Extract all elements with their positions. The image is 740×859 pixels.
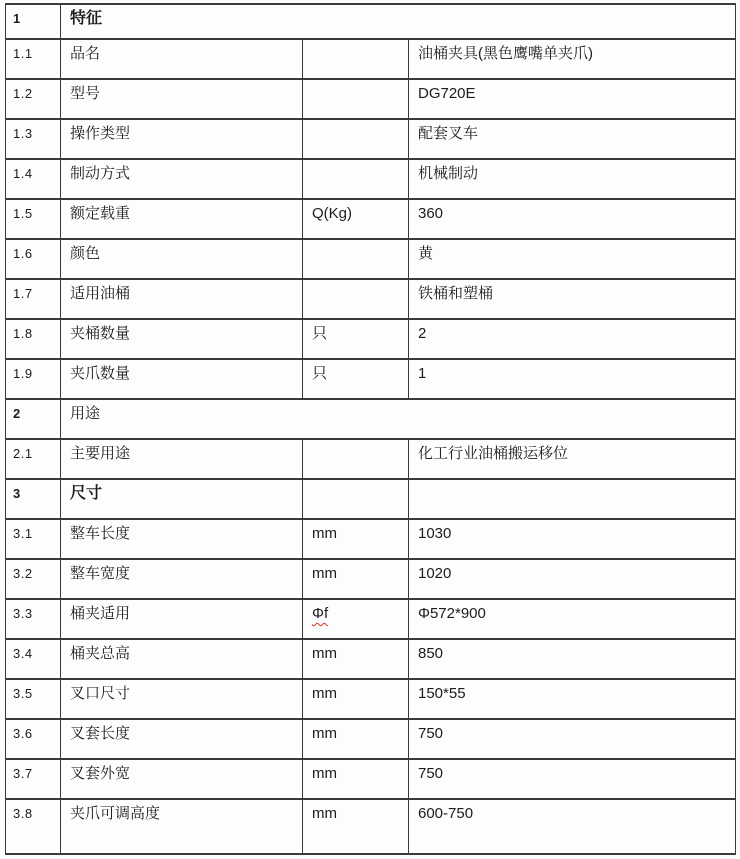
row-number: 2.1 xyxy=(6,439,61,479)
table-row xyxy=(6,599,736,639)
spec-value: 360 xyxy=(409,199,736,239)
spec-value: 750 xyxy=(409,719,736,759)
table-row xyxy=(6,559,736,599)
spec-value: 化工行业油桶搬运移位 xyxy=(409,439,736,479)
spec-unit xyxy=(303,159,409,199)
spec-unit: mm xyxy=(303,799,409,854)
table-row xyxy=(6,279,736,319)
row-number: 1 xyxy=(6,4,61,39)
table-row xyxy=(6,679,736,719)
table-row xyxy=(6,799,736,854)
spec-name: 夹爪可调高度 xyxy=(61,799,303,854)
spec-value: 150*55 xyxy=(409,679,736,719)
spec-table xyxy=(5,3,736,855)
row-number: 1.9 xyxy=(6,359,61,399)
table-row xyxy=(6,119,736,159)
row-number: 1.8 xyxy=(6,319,61,359)
row-number: 1.7 xyxy=(6,279,61,319)
spec-unit: 只 xyxy=(303,319,409,359)
row-number: 3.2 xyxy=(6,559,61,599)
spec-name: 整车长度 xyxy=(61,519,303,559)
spec-name: 颜色 xyxy=(61,239,303,279)
spec-value: Φ572*900 xyxy=(409,599,736,639)
table-row xyxy=(6,319,736,359)
spec-unit xyxy=(303,239,409,279)
spec-unit xyxy=(303,39,409,79)
section-title: 用途 xyxy=(61,399,736,439)
section-row xyxy=(6,399,736,439)
spec-name: 叉套长度 xyxy=(61,719,303,759)
table-row xyxy=(6,159,736,199)
row-number: 2 xyxy=(6,399,61,439)
table-row xyxy=(6,79,736,119)
spec-name: 主要用途 xyxy=(61,439,303,479)
spec-value: 1030 xyxy=(409,519,736,559)
spec-unit xyxy=(303,439,409,479)
spec-value: 铁桶和塑桶 xyxy=(409,279,736,319)
table-row xyxy=(6,39,736,79)
section-title: 尺寸 xyxy=(61,479,303,519)
spec-value: 2 xyxy=(409,319,736,359)
spec-value xyxy=(409,479,736,519)
table-row xyxy=(6,199,736,239)
spec-unit xyxy=(303,119,409,159)
row-number: 3.6 xyxy=(6,719,61,759)
spec-value: 1 xyxy=(409,359,736,399)
spec-unit: mm xyxy=(303,559,409,599)
section-row xyxy=(6,4,736,39)
spec-value: DG720E xyxy=(409,79,736,119)
spec-value: 600-750 xyxy=(409,799,736,854)
spellcheck-flagged-text: Φf xyxy=(312,605,329,622)
table-row xyxy=(6,639,736,679)
section-title: 特征 xyxy=(61,4,736,39)
spec-name: 桶夹总高 xyxy=(61,639,303,679)
row-number: 1.1 xyxy=(6,39,61,79)
spec-name: 叉套外宽 xyxy=(61,759,303,799)
spec-value: 油桶夹具(黑色鹰嘴单夹爪) xyxy=(409,39,736,79)
spec-unit: mm xyxy=(303,519,409,559)
spec-unit xyxy=(303,479,409,519)
spec-value: 黄 xyxy=(409,239,736,279)
table-row xyxy=(6,719,736,759)
spec-name: 适用油桶 xyxy=(61,279,303,319)
spec-unit xyxy=(303,79,409,119)
spec-unit: Q(Kg) xyxy=(303,199,409,239)
row-number: 1.4 xyxy=(6,159,61,199)
table-row xyxy=(6,359,736,399)
section-row xyxy=(6,479,736,519)
spec-unit: mm xyxy=(303,719,409,759)
row-number: 3 xyxy=(6,479,61,519)
row-number: 3.3 xyxy=(6,599,61,639)
spec-value: 850 xyxy=(409,639,736,679)
spec-name: 额定载重 xyxy=(61,199,303,239)
row-number: 1.3 xyxy=(6,119,61,159)
spec-value: 机械制动 xyxy=(409,159,736,199)
row-number: 1.5 xyxy=(6,199,61,239)
spec-name: 型号 xyxy=(61,79,303,119)
spec-name: 制动方式 xyxy=(61,159,303,199)
spec-name: 夹爪数量 xyxy=(61,359,303,399)
spec-unit: mm xyxy=(303,759,409,799)
row-number: 1.2 xyxy=(6,79,61,119)
spec-name: 桶夹适用 xyxy=(61,599,303,639)
spec-name: 品名 xyxy=(61,39,303,79)
spec-unit: 只 xyxy=(303,359,409,399)
spec-unit: mm xyxy=(303,679,409,719)
row-number: 3.5 xyxy=(6,679,61,719)
spec-value: 1020 xyxy=(409,559,736,599)
spec-name: 操作类型 xyxy=(61,119,303,159)
spec-unit: mm xyxy=(303,639,409,679)
spec-unit xyxy=(303,599,409,639)
table-row xyxy=(6,759,736,799)
table-row xyxy=(6,439,736,479)
row-number: 3.4 xyxy=(6,639,61,679)
spec-name: 叉口尺寸 xyxy=(61,679,303,719)
spec-value: 配套叉车 xyxy=(409,119,736,159)
row-number: 1.6 xyxy=(6,239,61,279)
row-number: 3.1 xyxy=(6,519,61,559)
table-row xyxy=(6,239,736,279)
spec-name: 整车宽度 xyxy=(61,559,303,599)
table-row xyxy=(6,519,736,559)
spec-unit xyxy=(303,279,409,319)
spec-name: 夹桶数量 xyxy=(61,319,303,359)
row-number: 3.8 xyxy=(6,799,61,854)
row-number: 3.7 xyxy=(6,759,61,799)
spec-value: 750 xyxy=(409,759,736,799)
